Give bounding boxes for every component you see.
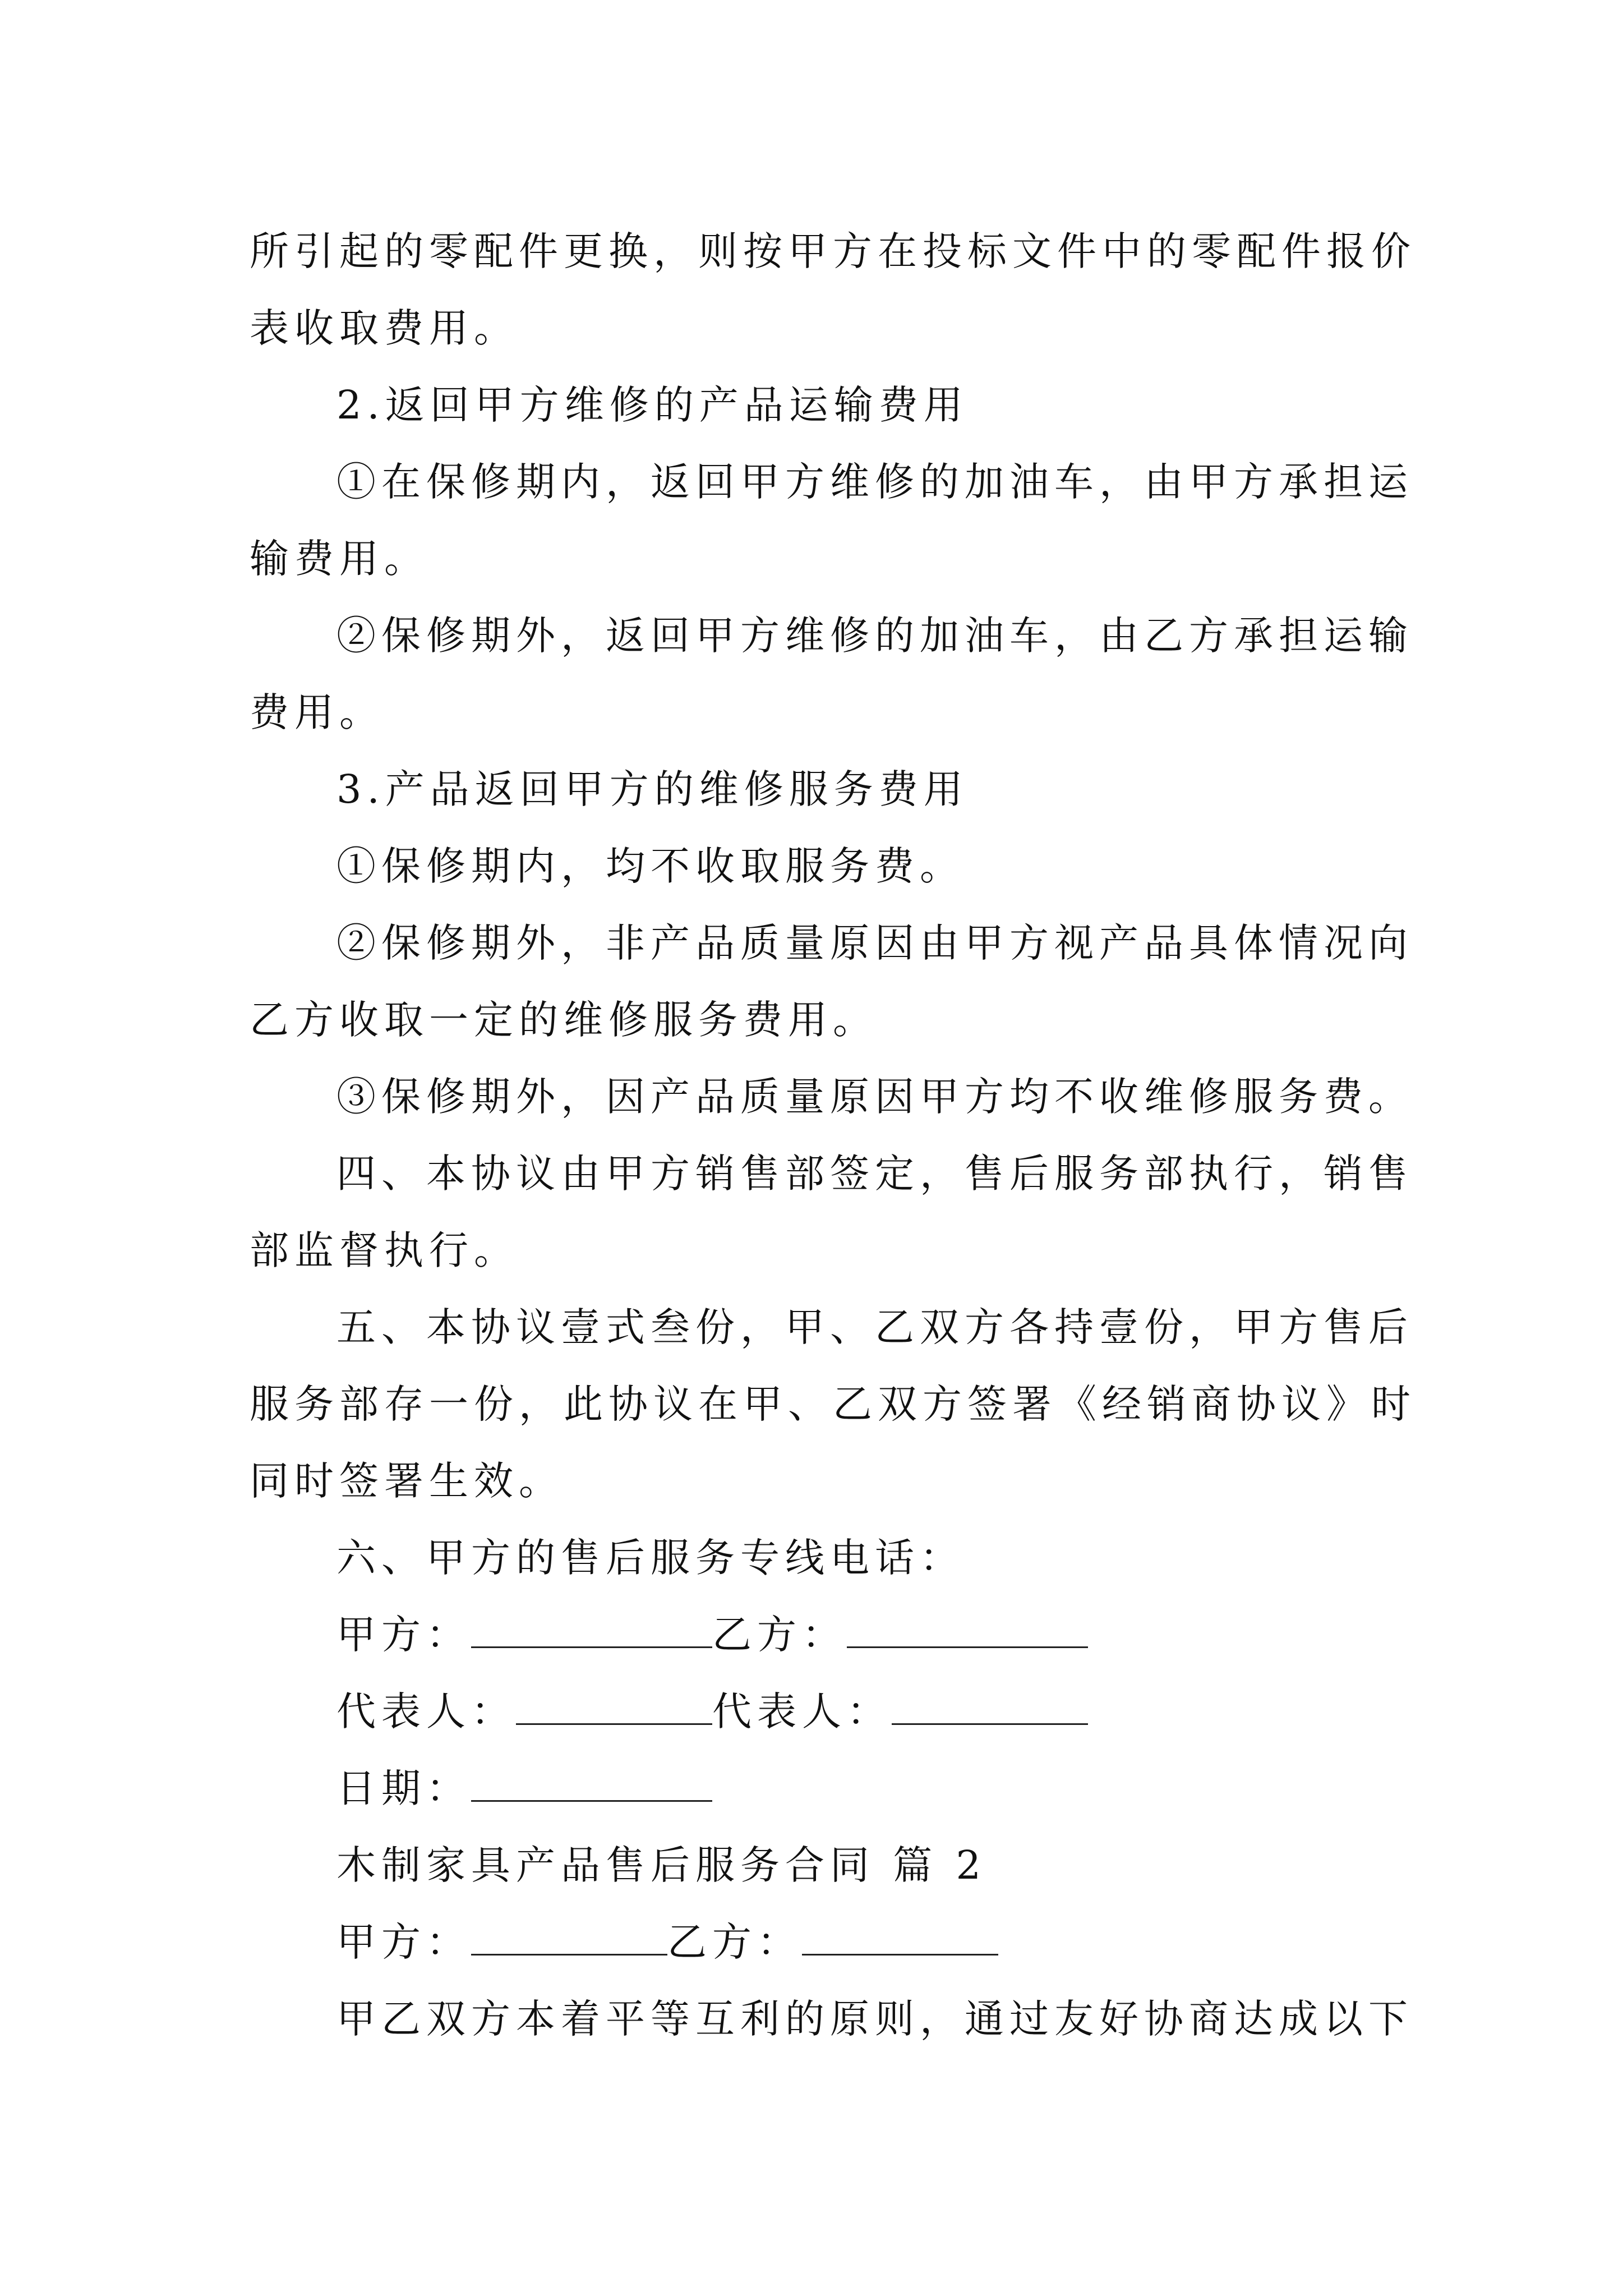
party-a-blank-2	[471, 1922, 667, 1955]
date-label: 日期：	[336, 1765, 471, 1811]
body-text-line: 费用。	[250, 689, 384, 735]
body-text-line: 同时签署生效。	[250, 1458, 564, 1504]
party-b-label-2: 乙方：	[667, 1919, 802, 1965]
party-b-blank	[847, 1615, 1088, 1648]
body-text-line: 表收取费用。	[250, 305, 519, 351]
representative-signature-row	[250, 1673, 1394, 1750]
rep-a-label: 代表人：	[336, 1688, 516, 1734]
body-text-line: ①在保修期内，返回甲方维修的加油车，由甲方承担运	[336, 459, 1413, 505]
body-text-line: 部监督执行。	[250, 1227, 519, 1273]
party-signature-row	[250, 1596, 1394, 1673]
body-text-line: ②保修期外，非产品质量原因由甲方视产品具体情况向	[336, 920, 1413, 966]
body-text-line: ②保修期外，返回甲方维修的加油车，由乙方承担运输	[336, 613, 1413, 659]
party-a-blank	[471, 1615, 712, 1648]
rep-a-blank	[516, 1692, 712, 1725]
body-text-line: 所引起的零配件更换，则按甲方在投标文件中的零配件报价	[250, 228, 1416, 274]
party-b-label: 乙方：	[712, 1612, 847, 1658]
body-text-line: 四、本协议由甲方销售部签定，售后服务部执行，销售	[336, 1151, 1413, 1197]
body-text-line: ③保修期外，因产品质量原因甲方均不收维修服务费。	[336, 1074, 1413, 1120]
section-title: 木制家具产品售后服务合同 篇 2	[336, 1842, 987, 1888]
rep-b-blank	[892, 1692, 1088, 1725]
party-a-label-2: 甲方：	[336, 1919, 471, 1965]
date-row	[250, 1750, 1394, 1827]
section-heading: 3.产品返回甲方的维修服务费用	[336, 766, 969, 812]
document-page	[250, 213, 1416, 2058]
party-b-blank-2	[802, 1922, 998, 1955]
body-text-line: 五、本协议壹式叁份，甲、乙双方各持壹份，甲方售后	[336, 1304, 1413, 1350]
party-a-label: 甲方：	[336, 1612, 471, 1658]
body-text-line: ①保修期内，均不收取服务费。	[336, 843, 965, 889]
section-heading: 2.返回甲方维修的产品运输费用	[336, 382, 969, 428]
party-row-2	[250, 1904, 1394, 1981]
rep-b-label: 代表人：	[712, 1688, 892, 1734]
body-text-line: 甲乙双方本着平等互利的原则，通过友好协商达成以下	[336, 1996, 1413, 2042]
body-text-line: 乙方收取一定的维修服务费用。	[250, 997, 878, 1043]
date-blank	[471, 1769, 712, 1802]
hotline-line: 六、甲方的售后服务专线电话：	[336, 1535, 965, 1581]
body-text-line: 输费用。	[250, 536, 429, 582]
body-text-line: 服务部存一份，此协议在甲、乙双方签署《经销商协议》时	[250, 1381, 1416, 1427]
